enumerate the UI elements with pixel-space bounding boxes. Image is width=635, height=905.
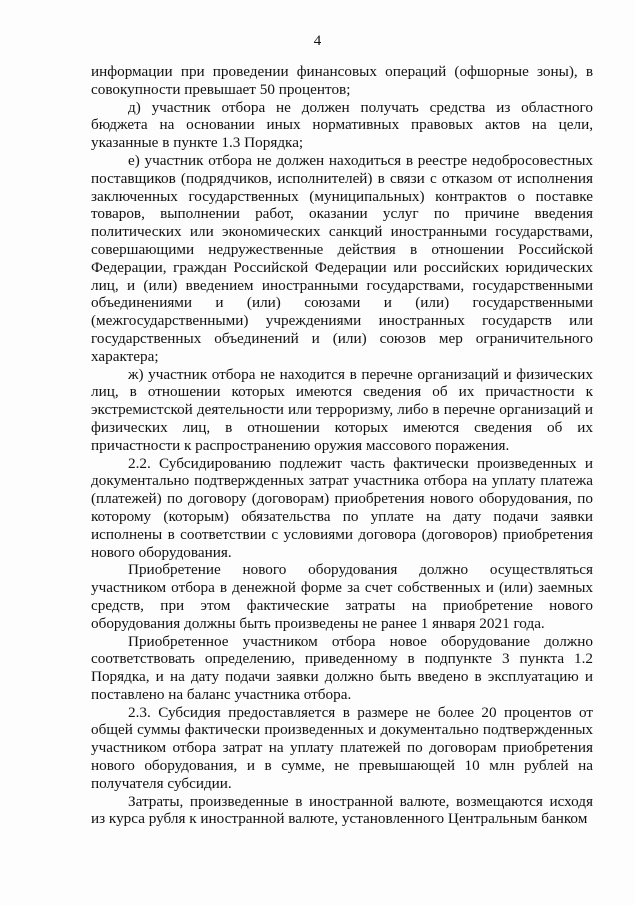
paragraph: Приобретенное участником отбора новое оборудование должно соответствовать определению, приведенному в подпункте 3 пункта 1.2 Порядка, и на дату подачи заявки должно быть введено в эксплуатацию и поставлено на баланс участника отбора.: [91, 632, 593, 703]
paragraph: 2.2. Субсидированию подлежит часть фактически произведенных и документально подтвержденных затрат участника отбора на уплату платежа (платежей) по договору (договорам) приобретения нового оборудования, по которому (которым) обязательства по уплате на дату подачи заявки исполнены в соответствии с условиями договора (договоров) приобретения нового оборудования.: [91, 454, 593, 561]
page-number: 4: [313, 33, 322, 49]
paragraph: информации при проведении финансовых операций (офшорные зоны), в совокупности превышает 50 процентов;: [91, 63, 593, 98]
document-body: [91, 63, 593, 828]
paragraph: 2.3. Субсидия предоставляется в размере не более 20 процентов от общей суммы фактически произведенных и документально подтвержденных участником отбора затрат на уплату платежей по договорам приобретения нового оборудования, и в сумме, не превышающей 10 млн рублей на получателя субсидии.: [91, 703, 593, 792]
paragraph: Приобретение нового оборудования должно осуществляться участником отбора в денежной форме за счет собственных и (или) заемных средств, при этом фактические затраты на приобретение нового оборудования должны быть произведены не ранее 1 января 2021 года.: [91, 561, 593, 632]
paragraph: ж) участник отбора не находится в перечне организаций и физических лиц, в отношении которых имеются сведения об их причастности к экстремистской деятельности или терроризму, либо в перечне организаций и физических лиц, в отношении которых имеются сведения об их причастности к распространению оружия массового поражения.: [91, 365, 593, 454]
paragraph: Затраты, произведенные в иностранной валюте, возмещаются исходя из курса рубля к иностранной валюте, установленного Центральным банком: [91, 792, 593, 828]
paragraph: д) участник отбора не должен получать средства из областного бюджета на основании иных нормативных правовых актов на цели, указанные в пункте 1.3 Порядка;: [91, 98, 593, 152]
paragraph: е) участник отбора не должен находиться в реестре недобросовестных поставщиков (подрядчиков, исполнителей) в связи с отказом от исполнения заключенных государственных (муниципальных) контрактов о поставке товаров, выполнении работ, оказании услуг по причине введения политических или экономических санкций иностранными государствами, совершающими недружественные действия в отношении Российской Федерации, граждан Российской Федерации или российских юридических лиц, и (или) введением иностранными государствами, государственными объединениями и (или) союзами и (или) государственными (межгосударственными) учреждениями иностранных государств или государственных объединений и (или) союзов мер ограничительного характера;: [91, 151, 593, 365]
